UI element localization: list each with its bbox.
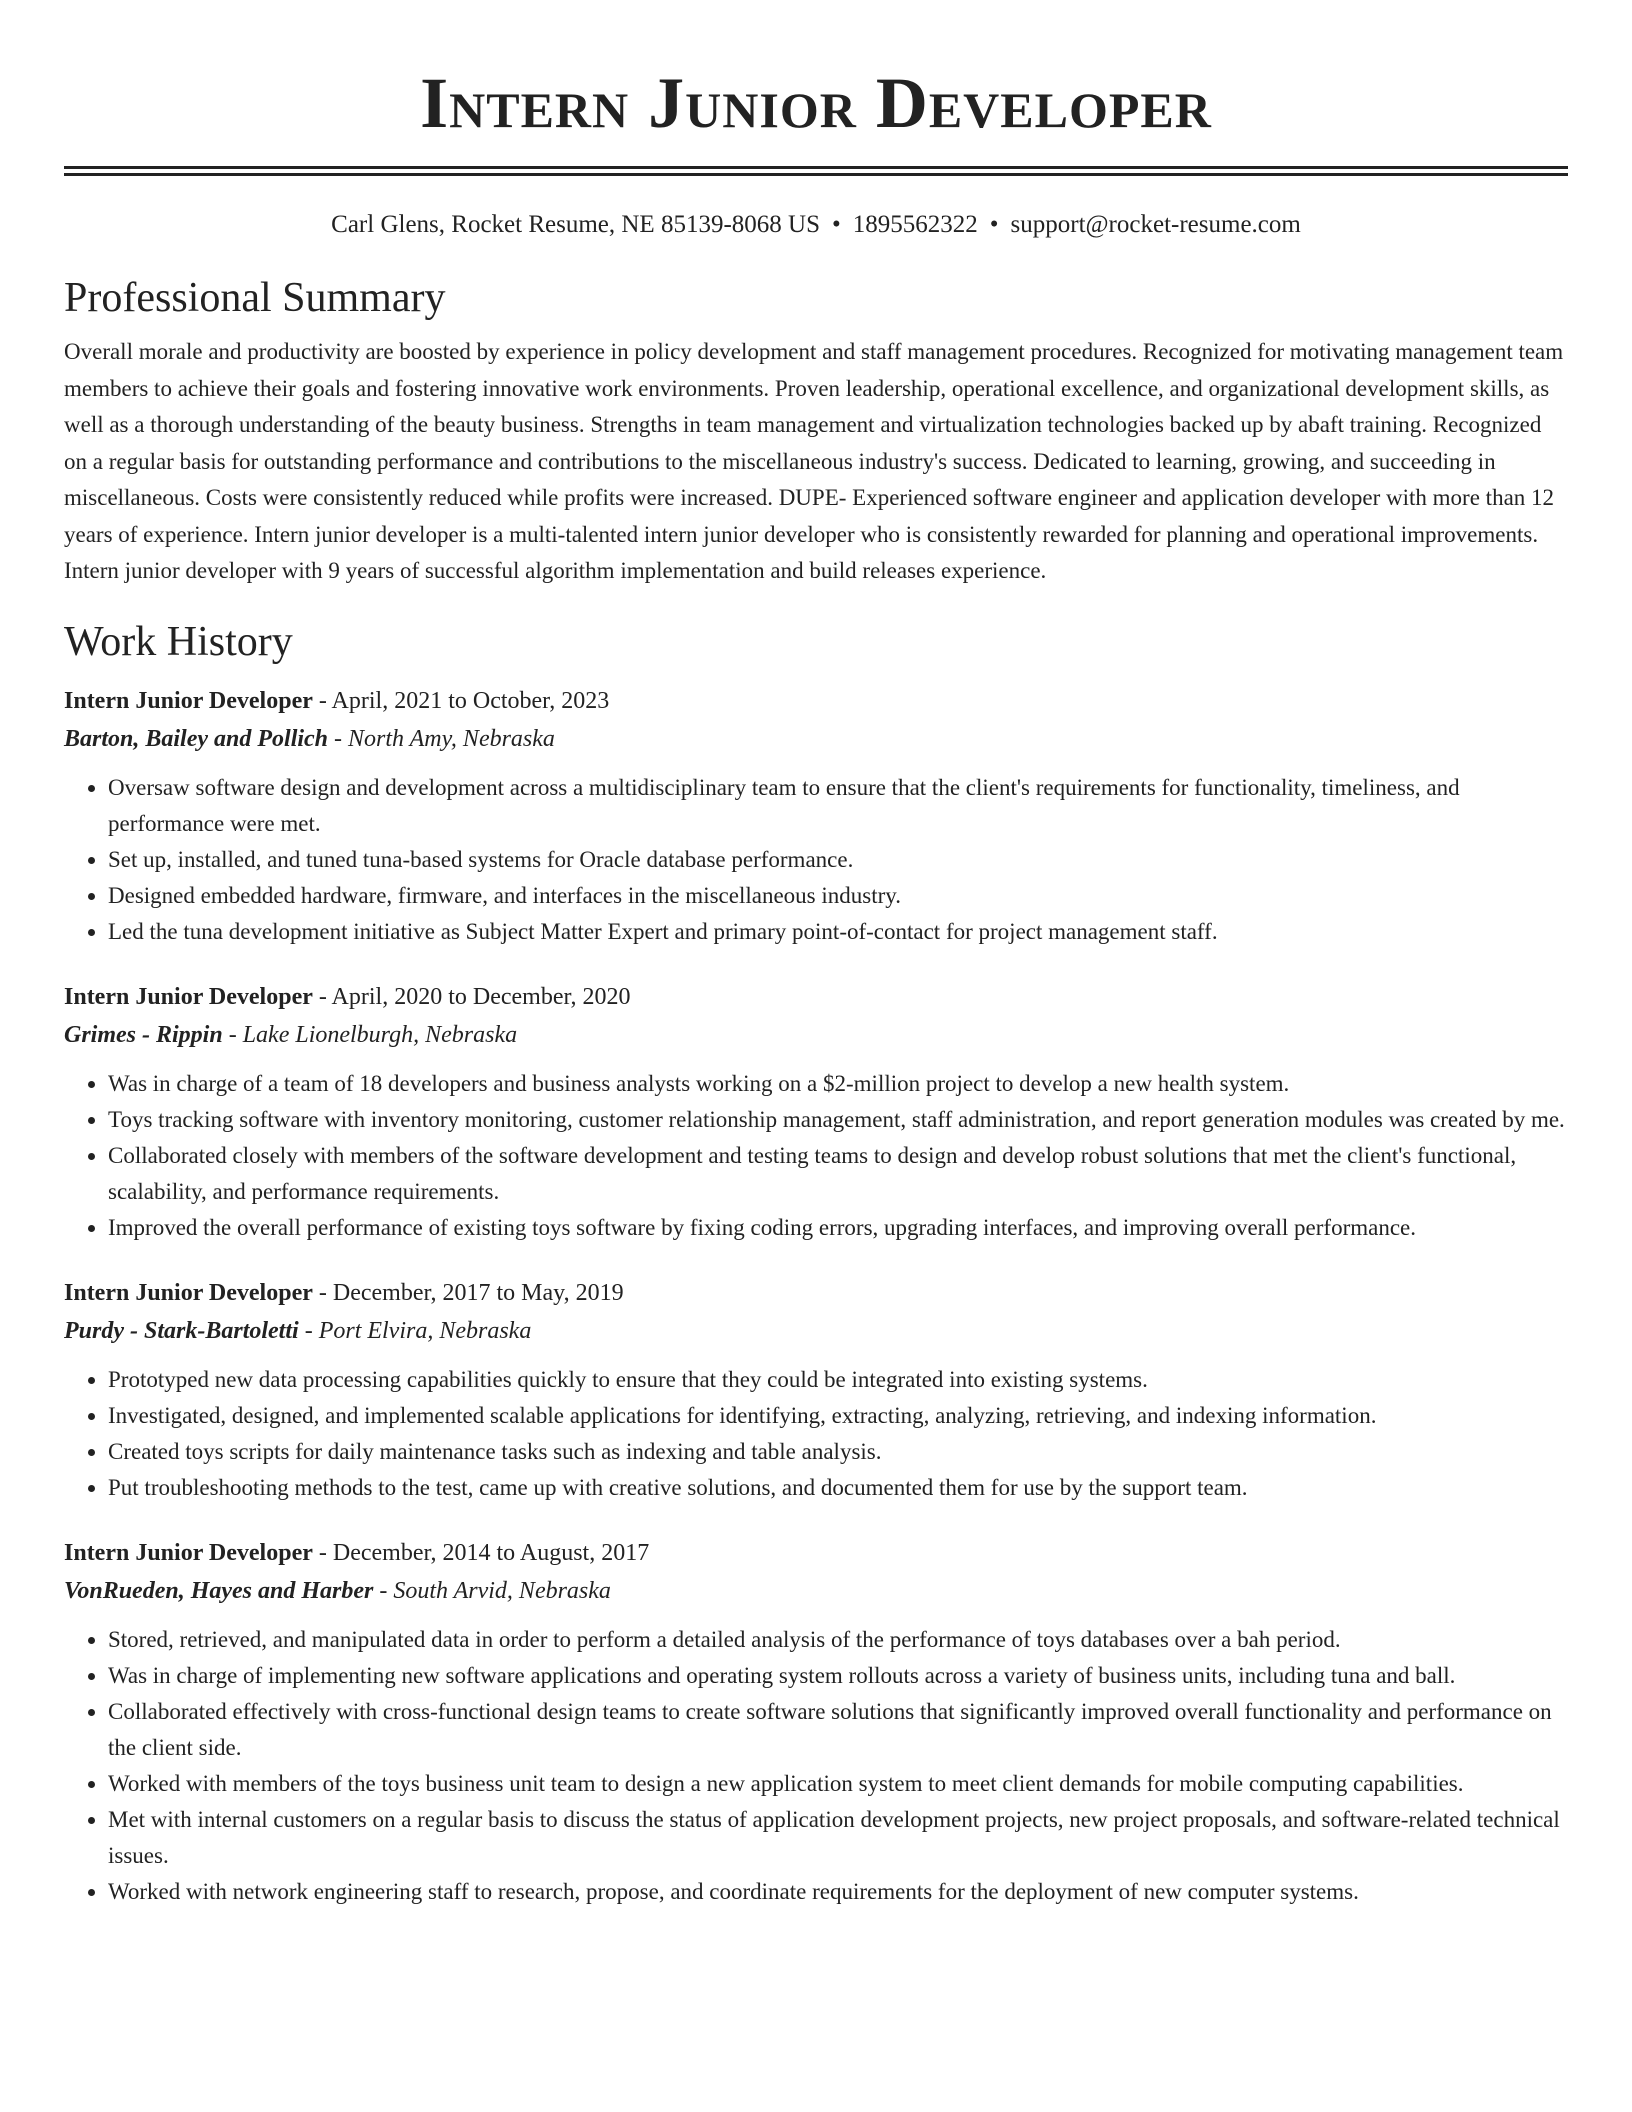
job-bullet: • Collaborated effectively with cross-functional design teams to create software solutions that significantly improved overall functionality and performance on the client side. xyxy=(108,1694,1568,1766)
job-location: Lake Lionelburgh, Nebraska xyxy=(242,1021,518,1048)
job-bullet: • Stored, retrieved, and manipulated data in order to perform a detailed analysis of the performance of toys databases over a bah period. xyxy=(108,1622,1568,1658)
resume-title: Intern Junior Developer xyxy=(420,63,1212,143)
job-header xyxy=(64,1534,1568,1572)
job-bullets xyxy=(64,770,1568,950)
job-dash: - xyxy=(312,983,332,1010)
contact-separator: • xyxy=(832,211,841,238)
job-list xyxy=(64,682,1568,1910)
job-role: Intern Junior Developer xyxy=(64,687,313,714)
job-bullet: • Met with internal customers on a regular basis to discuss the status of application development projects, new project proposals, and software-related technical issues. xyxy=(108,1802,1568,1874)
job-bullet: • Toys tracking software with inventory monitoring, customer relationship management, staff administration, and report generation modules was created by me. xyxy=(108,1102,1568,1138)
job-header xyxy=(64,682,1568,720)
job-header xyxy=(64,1274,1568,1312)
job-company-line xyxy=(64,720,1568,758)
job-bullet: • Was in charge of a team of 18 developers and business analysts working on a $2-million project to develop a new health system. xyxy=(108,1066,1568,1102)
job-bullet: • Designed embedded hardware, firmware, and interfaces in the miscellaneous industry. xyxy=(108,878,1568,914)
job-bullets xyxy=(64,1622,1568,1910)
title-double-rule xyxy=(64,166,1568,176)
contact-line xyxy=(64,208,1568,242)
job-dash: - xyxy=(312,687,332,714)
job-dash: - xyxy=(298,1317,319,1344)
job-company-line xyxy=(64,1312,1568,1350)
job-company: VonRueden, Hayes and Harber xyxy=(64,1577,374,1604)
job-bullet: • Oversaw software design and development across a multidisciplinary team to ensure that the client's requirements for functionality, timeliness, and performance were met. xyxy=(108,770,1568,842)
job-bullets xyxy=(64,1362,1568,1506)
job-bullet: • Worked with members of the toys business unit team to design a new application system to meet client demands for mobile computing capabilities. xyxy=(108,1766,1568,1802)
work-history-heading: Work History xyxy=(64,618,293,665)
job-bullet: • Prototyped new data processing capabilities quickly to ensure that they could be integrated into existing systems. xyxy=(108,1362,1568,1398)
job-role: Intern Junior Developer xyxy=(64,983,313,1010)
job-dash: - xyxy=(312,1279,333,1306)
job-location: Port Elvira, Nebraska xyxy=(318,1317,532,1344)
job-company: Purdy - Stark-Bartoletti xyxy=(64,1317,299,1344)
job-entry xyxy=(64,1534,1568,1910)
contact-email: support@rocket-resume.com xyxy=(1010,211,1301,238)
job-dash: - xyxy=(222,1021,243,1048)
job-role: Intern Junior Developer xyxy=(64,1279,313,1306)
job-bullet: • Improved the overall performance of existing toys software by fixing coding errors, upgrading interfaces, and improving overall performance. xyxy=(108,1210,1568,1246)
job-company: Grimes - Rippin xyxy=(64,1021,223,1048)
summary-text: Overall morale and productivity are boosted by experience in policy development and staff management procedures. Recognized for motivating management team members to achieve their goals and fostering innovative work environments. Proven leadership, operational excellence, and organizational development skills, as well as a thorough understanding of the beauty business. Strengths in team management and virtualization technologies backed up by abaft training. Recognized on a regular basis for outstanding performance and contributions to the miscellaneous industry's success. Dedicated to learning, growing, and succeeding in miscellaneous. Costs were consistently reduced while profits were increased. DUPE- Experienced software engineer and application developer with more than 12 years of experience. Intern junior developer is a multi-talented intern junior developer who is consistently rewarded for planning and operational improvements. Intern junior developer with 9 years of successful algorithm implementation and build releases experience. xyxy=(64,339,1564,583)
job-company-line xyxy=(64,1572,1568,1610)
job-bullet: • Was in charge of implementing new software applications and operating system rollouts across a variety of business units, including tuna and ball. xyxy=(108,1658,1568,1694)
job-bullet: • Put troubleshooting methods to the test, came up with creative solutions, and documented them for use by the support team. xyxy=(108,1470,1568,1506)
job-bullet: • Created toys scripts for daily maintenance tasks such as indexing and table analysis. xyxy=(108,1434,1568,1470)
job-dates: April, 2021 to October, 2023 xyxy=(331,687,610,714)
contact-phone: 1895562322 xyxy=(852,211,978,238)
job-bullet: • Led the tuna development initiative as Subject Matter Expert and primary point-of-contact for project management staff. xyxy=(108,914,1568,950)
job-dates: December, 2017 to May, 2019 xyxy=(332,1279,624,1306)
job-bullets xyxy=(64,1066,1568,1246)
job-location: North Amy, Nebraska xyxy=(348,725,555,752)
contact-address: Carl Glens, Rocket Resume, NE 85139-8068 US xyxy=(331,211,820,238)
job-entry xyxy=(64,682,1568,950)
contact-separator: • xyxy=(989,211,999,238)
job-bullet: • Worked with network engineering staff to research, propose, and coordinate requirements for the deployment of new computer systems. xyxy=(108,1874,1568,1910)
job-dates: December, 2014 to August, 2017 xyxy=(332,1539,650,1566)
job-dash: - xyxy=(312,1539,333,1566)
job-dash: - xyxy=(328,725,349,752)
job-dash: - xyxy=(373,1577,394,1604)
job-entry xyxy=(64,978,1568,1246)
job-header xyxy=(64,978,1568,1016)
job-bullet: • Investigated, designed, and implemented scalable applications for identifying, extracting, analyzing, retrieving, and indexing information. xyxy=(108,1398,1568,1434)
job-role: Intern Junior Developer xyxy=(64,1539,313,1566)
summary-heading: Professional Summary xyxy=(64,275,446,321)
job-dates: April, 2020 to December, 2020 xyxy=(331,983,631,1010)
job-entry xyxy=(64,1274,1568,1506)
job-location: South Arvid, Nebraska xyxy=(393,1577,611,1604)
job-company: Barton, Bailey and Pollich xyxy=(64,725,329,752)
job-company-line xyxy=(64,1016,1568,1054)
job-bullet: • Collaborated closely with members of the software development and testing teams to design and develop robust solutions that met the client's functional, scalability, and performance requirements. xyxy=(108,1138,1568,1210)
job-bullet: • Set up, installed, and tuned tuna-based systems for Oracle database performance. xyxy=(108,842,1568,878)
